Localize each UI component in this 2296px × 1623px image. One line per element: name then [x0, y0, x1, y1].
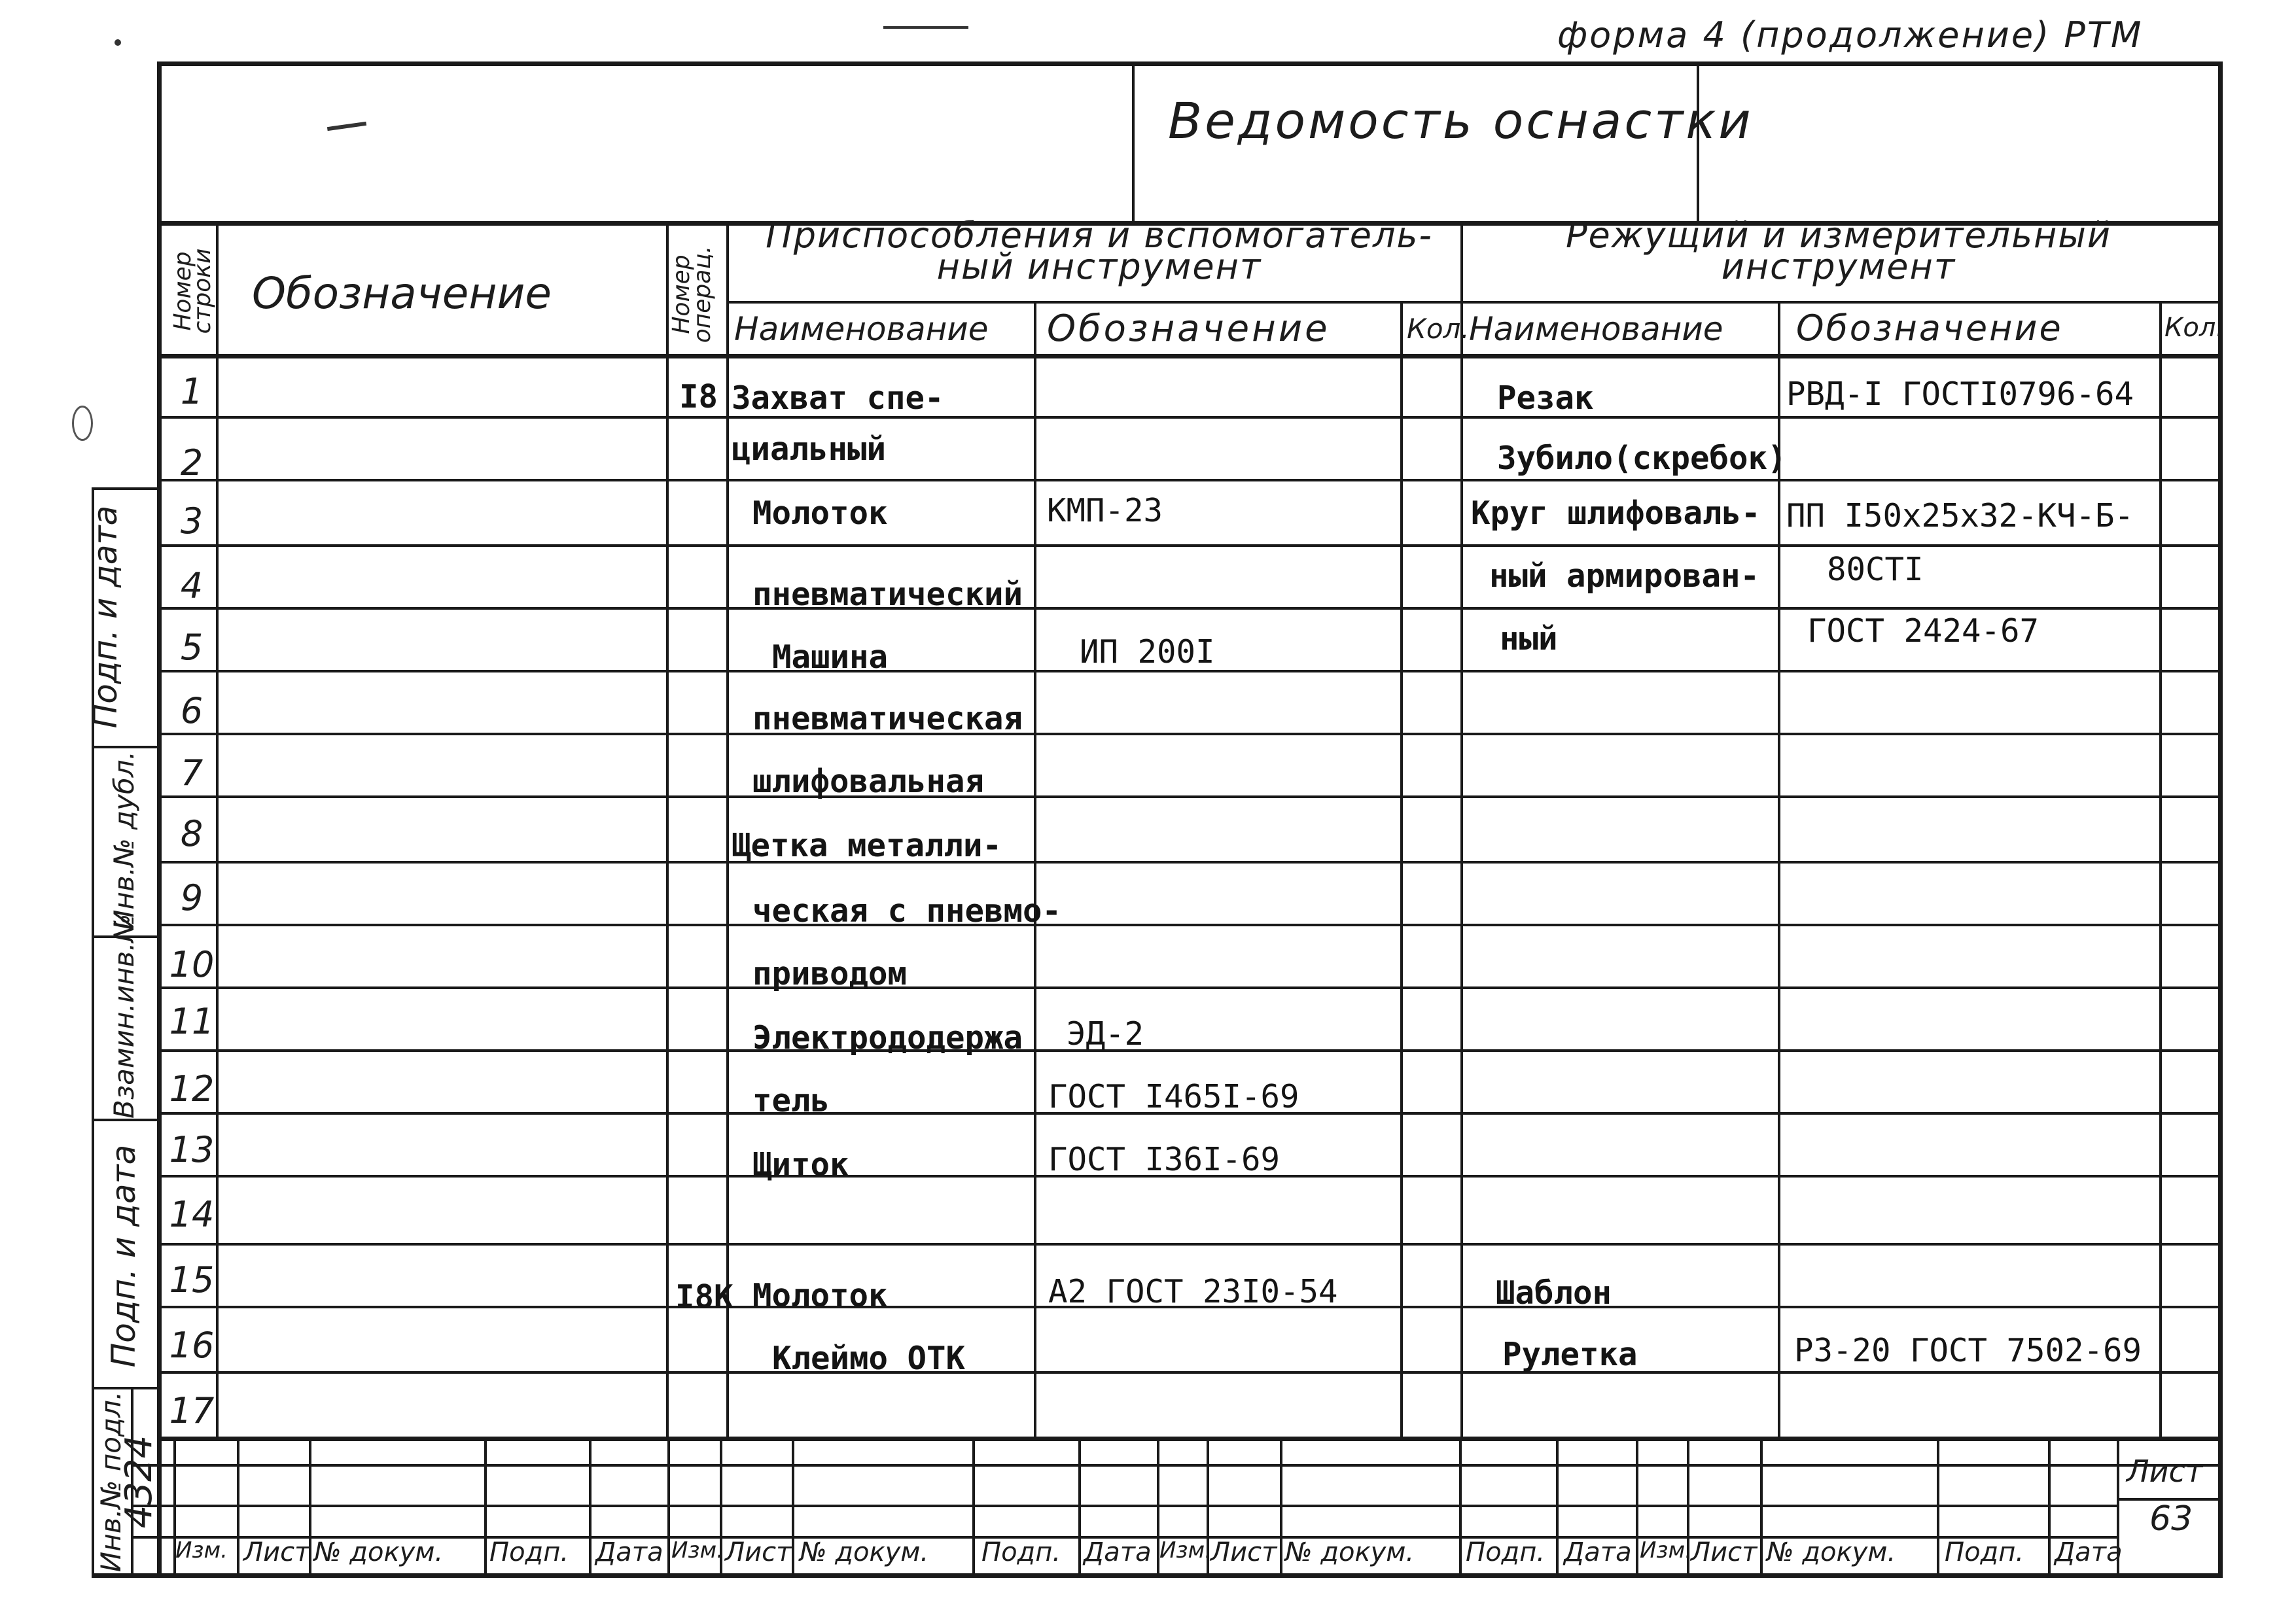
scan-speck — [883, 26, 968, 29]
header-fixtures-designation: Обозначение — [1047, 307, 1330, 350]
cutting-designation: ПП I50х25х32-КЧ-Б- — [1786, 497, 2134, 534]
fixture-designation: ИП 200I — [1080, 633, 1215, 671]
header-cutting-group: Режущий и измерительный инструмент — [1565, 215, 2112, 287]
cutting-designation: Р3-20 ГОСТ 7502-69 — [1794, 1332, 2142, 1369]
fixture-name: Щиток — [752, 1146, 849, 1183]
fixture-designation: ЭД-2 — [1067, 1015, 1144, 1053]
cutting-designation: 80СТI — [1827, 551, 1924, 588]
cutting-name: ный армирован- — [1489, 557, 1760, 595]
row-line — [157, 416, 2221, 419]
row-number: 17 — [169, 1390, 215, 1431]
footer-date: Дата — [1084, 1537, 1152, 1567]
footer-date: Дата — [2055, 1537, 2123, 1567]
row-number: 4 — [180, 565, 203, 606]
footer-sign: Подп. — [981, 1537, 1061, 1567]
fixture-name: Электрододержа — [752, 1019, 1023, 1056]
cutting-designation: ГОСТ 2424-67 — [1807, 612, 2040, 650]
footer-col — [1937, 1438, 1939, 1574]
row-number: 3 — [180, 500, 203, 542]
col-line-fix-desig — [1400, 301, 1403, 1438]
cutting-name: Шаблон — [1496, 1274, 1612, 1312]
fixture-name: пневматическая — [752, 700, 1023, 737]
row-number: 5 — [180, 627, 203, 668]
footer-col — [667, 1438, 670, 1574]
side-label-orig-inv: Инв.№ подл. — [95, 1391, 127, 1573]
row-number: 8 — [180, 813, 203, 854]
side-sep-4 — [92, 1119, 158, 1121]
row-line — [157, 1243, 2221, 1246]
footer-sheet-label: Лист — [2127, 1454, 2203, 1489]
fixture-designation: КМП-23 — [1047, 492, 1163, 529]
row-number: 13 — [169, 1129, 215, 1170]
footer-col — [589, 1438, 592, 1574]
footer-doc: № докум. — [1285, 1537, 1415, 1567]
row-line — [157, 544, 2221, 547]
fixture-name: приводом — [752, 955, 908, 992]
row-number: 10 — [169, 944, 215, 985]
fixture-designation: ГОСТ I36I-69 — [1048, 1141, 1280, 1178]
footer-doc: № докум. — [800, 1537, 929, 1567]
col-line-fix-qty — [1460, 221, 1463, 1438]
side-label-replace-inv: Взамин.инв.№ — [108, 913, 140, 1119]
frame-top — [157, 61, 2221, 66]
row-line — [157, 607, 2221, 610]
frame-left — [157, 61, 162, 1577]
row-line — [157, 924, 2221, 926]
header-fixtures-name: Наименование — [734, 310, 989, 348]
header-row-number: Номер строки — [169, 248, 216, 334]
row-number: 11 — [169, 1001, 215, 1042]
footer-list: Лист — [1210, 1537, 1277, 1567]
footer-col — [1280, 1438, 1282, 1574]
row-line — [157, 986, 2221, 989]
fixture-designation: А2 ГОСТ 23I0-54 — [1048, 1273, 1338, 1310]
footer-doc: № докум. — [314, 1537, 444, 1567]
header-operation-number: Номер операц. — [668, 245, 716, 343]
side-label-sign-date-top: Подп. и дата — [86, 505, 124, 729]
side-label-sign-date-bottom: Подп. и дата — [105, 1144, 143, 1368]
cutting-name: Зубило(скребок) — [1497, 440, 1787, 477]
scan-speck — [72, 406, 93, 441]
frame-right — [2218, 61, 2223, 1577]
fixture-name: ческая с пневмо- — [752, 892, 1062, 930]
subheader-line — [726, 301, 2221, 304]
row-number: 15 — [169, 1259, 215, 1300]
footer-sign: Подп. — [1945, 1537, 2024, 1567]
row-number: 12 — [169, 1068, 215, 1109]
title-divider-1 — [1132, 61, 1135, 222]
footer-date: Дата — [1564, 1537, 1632, 1567]
operation-number: I8 — [679, 378, 718, 415]
footer-col — [792, 1438, 794, 1574]
cutting-name: ный — [1500, 620, 1558, 657]
col-line-designation — [666, 221, 669, 1438]
footer-col — [1636, 1438, 1638, 1574]
footer-col — [1078, 1438, 1081, 1574]
header-fixtures-group: Приспособления и вспомогатель-ный инструмент — [766, 215, 1433, 287]
operation-number: I8К — [675, 1278, 733, 1316]
row-line — [157, 795, 2221, 798]
footer-doc: № докум. — [1767, 1537, 1896, 1567]
header-cutting-qty: Кол. — [2164, 313, 2225, 343]
row-number: 7 — [180, 752, 203, 794]
row-number: 16 — [169, 1325, 215, 1366]
header-bottom-line — [157, 354, 2221, 358]
fixture-designation: ГОСТ I465I-69 — [1048, 1078, 1299, 1115]
row-line — [157, 1049, 2221, 1052]
footer-col — [1556, 1438, 1559, 1574]
footer-list: Лист — [1691, 1537, 1757, 1567]
row-line — [157, 733, 2221, 735]
fixture-name: тель — [752, 1082, 830, 1119]
footer-sign: Подп. — [489, 1537, 569, 1567]
fixture-name: циальный — [732, 430, 887, 468]
col-line-cut-desig — [2159, 301, 2162, 1438]
footer-sign: Подп. — [1466, 1537, 1545, 1567]
footer-col — [484, 1438, 487, 1574]
side-label-dup-inv: Инв.№ дубл. — [108, 751, 140, 931]
header-designation: Обозначение — [252, 268, 552, 319]
fixture-name: Клеймо ОТК — [772, 1340, 966, 1377]
row-line — [157, 861, 2221, 864]
fixture-name: Молоток — [752, 1277, 888, 1314]
footer-list: Лист — [243, 1537, 310, 1567]
cutting-name: Рулетка — [1502, 1336, 1638, 1373]
cutting-designation: РВД-I ГОСТI0796-64 — [1786, 375, 2134, 413]
header-fixtures-qty: Кол. — [1407, 313, 1470, 345]
fixture-name: шлифовальная — [752, 763, 985, 800]
footer-izm: Изм. — [671, 1537, 724, 1563]
footer-list: Лист — [725, 1537, 792, 1567]
fixture-name: Щетка металли- — [732, 827, 1002, 864]
header-cutting-designation: Обозначение — [1796, 307, 2063, 349]
footer-izm: Изм. — [1159, 1537, 1212, 1563]
table-bottom-line — [157, 1437, 2221, 1441]
fixture-name: Захват спе- — [732, 379, 944, 417]
form-header: форма 4 (продолжение) РТМ — [1557, 14, 2144, 56]
row-line — [157, 479, 2221, 481]
row-number: 1 — [180, 371, 203, 412]
footer-izm: Изм. — [1640, 1537, 1692, 1563]
footer-line-2 — [131, 1505, 2117, 1507]
scan-speck — [115, 39, 121, 46]
footer-date: Дата — [595, 1537, 663, 1567]
col-line-fix-name — [1034, 301, 1036, 1438]
footer-col — [2048, 1438, 2051, 1574]
row-line — [157, 1371, 2221, 1374]
scan-speck — [327, 122, 366, 131]
footer-sheet-number: 63 — [2149, 1499, 2193, 1539]
side-label-orig-inv-value: 4324 — [118, 1435, 160, 1529]
fixture-name: пневматический — [752, 576, 1023, 613]
side-sep-5 — [92, 1387, 158, 1389]
cutting-name: Резак — [1497, 379, 1594, 417]
footer-line-1 — [131, 1464, 2218, 1467]
page-title: Ведомость оснастки — [1168, 92, 1754, 150]
footer-col — [237, 1438, 239, 1574]
row-number: 14 — [169, 1194, 215, 1235]
frame-bottom — [92, 1573, 2223, 1578]
col-line-operation — [726, 221, 729, 1438]
row-number: 6 — [180, 690, 203, 731]
fixture-name: Молоток — [752, 495, 888, 532]
row-number: 2 — [180, 442, 203, 483]
fixture-name: Машина — [772, 638, 889, 676]
header-cutting-name: Наименование — [1469, 310, 1723, 348]
cutting-name: Круг шлифоваль- — [1471, 495, 1761, 532]
footer-col — [972, 1438, 975, 1574]
row-number: 9 — [180, 877, 203, 918]
col-line-rownum — [216, 221, 219, 1438]
footer-col — [1760, 1438, 1763, 1574]
footer-col — [1459, 1438, 1462, 1574]
footer-izm: Изм. — [175, 1537, 228, 1563]
